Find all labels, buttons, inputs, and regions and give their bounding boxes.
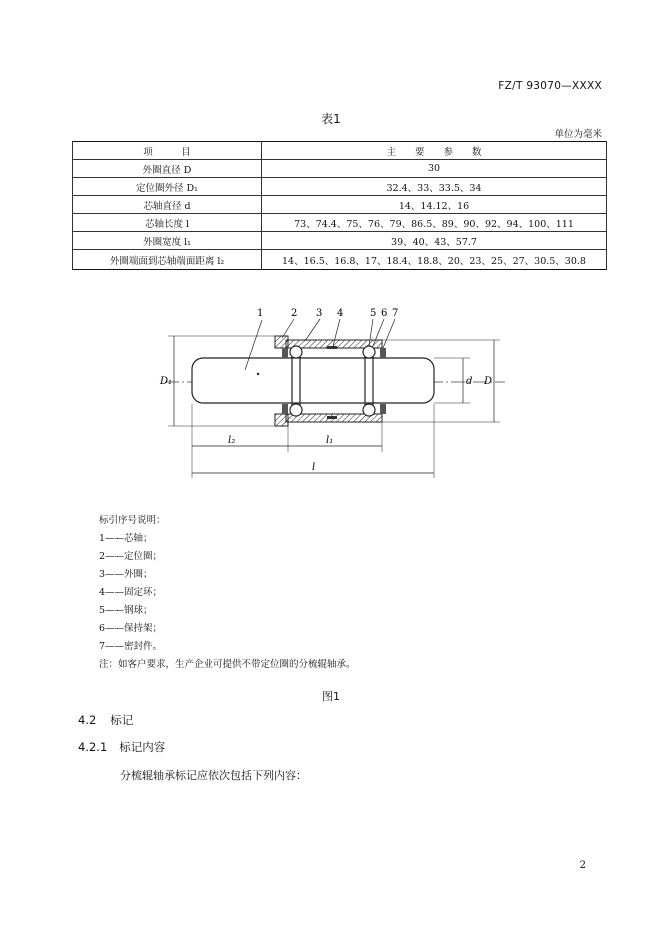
dim-l-label: l — [312, 462, 316, 473]
table-cell-item: 外圈直径 D — [73, 160, 262, 178]
callout-4: 4 — [337, 308, 344, 319]
callout-7: 7 — [392, 308, 399, 319]
table-row — [73, 214, 607, 232]
legend-item: 3——外圈； — [99, 569, 153, 580]
standard-code: FZ/T 93070—XXXX — [498, 80, 602, 92]
table-header-item: 项 目 — [73, 142, 262, 160]
dim-l2-label: l₂ — [228, 435, 236, 446]
table-unit: 单位为毫米 — [554, 129, 602, 140]
table-cell-value: 39、40、43、57.7 — [262, 232, 607, 250]
seal-right-top — [380, 348, 386, 358]
section-heading-4-2-1 — [78, 739, 165, 755]
dim-l1-label: l₁ — [326, 435, 334, 446]
table-cell-item: 外圈宽度 l₁ — [73, 232, 262, 250]
section-heading-4-2 — [78, 712, 133, 728]
table-cell-value: 14、14.12、16 — [262, 196, 607, 214]
legend-item: 2——定位圈； — [99, 551, 163, 562]
legend — [99, 512, 356, 674]
leader-2 — [282, 319, 294, 338]
table-cell-value: 14、16.5、16.8、17、18.4、18.8、20、23、25、27、30.5、30.8 — [262, 250, 607, 270]
table-cell-item: 芯轴长度 l — [73, 214, 262, 232]
table-cell-item: 外圈端面到芯轴端面距离 l₂ — [73, 250, 262, 270]
ball-top-left — [290, 346, 302, 358]
legend-item: 6——保持架； — [99, 623, 163, 634]
dim-D-label: D — [484, 376, 493, 387]
bearing-drawing — [150, 300, 520, 490]
table-title: 表1 — [321, 112, 341, 126]
callout-1: 1 — [257, 308, 264, 319]
figure-note: 注：如客户要求，生产企业可提供不带定位圈的分梳辊轴承。 — [99, 659, 356, 670]
table-row — [73, 178, 607, 196]
legend-item: 7——密封件。 — [99, 641, 163, 652]
callout-5: 5 — [370, 308, 377, 319]
page-number: 2 — [579, 860, 586, 871]
spec-table — [72, 141, 607, 270]
section-number: 4.2.1 — [78, 740, 108, 754]
callout-2: 2 — [291, 308, 298, 319]
seal-right-bottom — [380, 404, 386, 414]
table-cell-value: 32.4、33、33.5、34 — [262, 178, 607, 196]
body-paragraph: 分梳辊轴承标记应依次包括下列内容： — [120, 769, 307, 782]
ball-top-right — [363, 346, 375, 358]
callout-6: 6 — [381, 308, 388, 319]
table-cell-item: 芯轴直径 d — [73, 196, 262, 214]
dim-D1-label: D₁ — [160, 376, 173, 387]
section-number: 4.2 — [78, 713, 97, 727]
callout-3: 3 — [316, 308, 323, 319]
table-row — [73, 196, 607, 214]
legend-title: 标引序号说明： — [99, 515, 166, 526]
legend-item: 5——钢球； — [99, 605, 153, 616]
table-cell-value: 73、74.4、75、76、79、86.5、89、90、92、94、100、111 — [262, 214, 607, 232]
leader-3 — [305, 319, 320, 341]
table-cell-item: 定位圈外径 D₁ — [73, 178, 262, 196]
table-header-row — [73, 142, 607, 160]
legend-item: 4——固定环； — [99, 587, 163, 598]
table-cell-value: 30 — [262, 160, 607, 178]
section-title: 标记 — [110, 713, 134, 727]
locating-ring-top — [275, 336, 288, 348]
shaft-outline — [192, 358, 434, 403]
ball-bottom-left — [290, 404, 302, 416]
leader-7 — [383, 319, 395, 348]
legend-item: 1——芯轴； — [99, 533, 153, 544]
dim-d-label: d — [466, 376, 473, 387]
table-row — [73, 160, 607, 178]
table-row — [73, 250, 607, 270]
table-header-params: 主 要 参 数 — [262, 142, 607, 160]
table-row — [73, 232, 607, 250]
locating-ring-bottom — [275, 414, 288, 426]
ball-bottom-right — [363, 404, 375, 416]
seal-left-top — [282, 348, 288, 358]
fixing-ring-top — [327, 346, 337, 349]
section-title: 标记内容 — [119, 740, 166, 754]
figure-caption: 图1 — [322, 690, 340, 703]
seal-left-bottom — [282, 404, 288, 414]
center-dot — [257, 373, 259, 375]
fixing-ring-bottom — [327, 416, 337, 419]
